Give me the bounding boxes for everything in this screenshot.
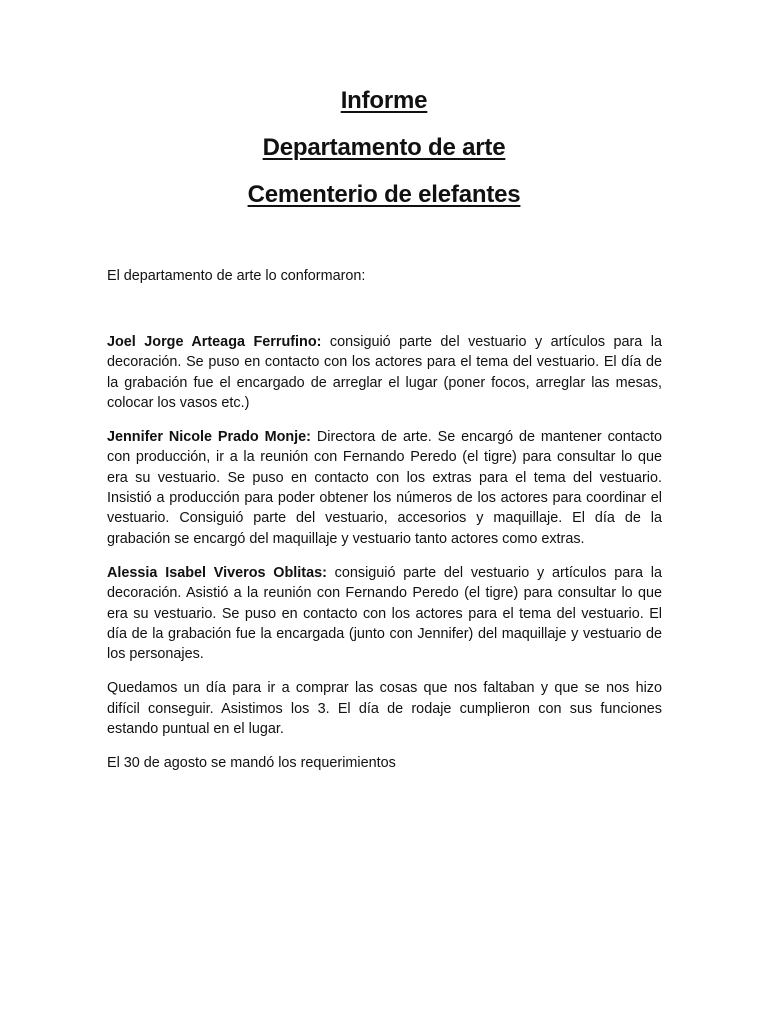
- title-departamento: Departamento de arte: [262, 134, 506, 161]
- closing-paragraph: Quedamos un día para ir a comprar las cosas que nos faltaban y que se nos hizo difícil conseguir. Asistimos los 3. El día de rodaje cumplieron con sus funciones estando puntual en el lugar.: [107, 680, 662, 738]
- member-name: Alessia Isabel Viveros Oblitas:: [107, 564, 327, 581]
- member-paragraph: [107, 563, 662, 664]
- closing-note: El 30 de agosto se mandó los requerimientos: [107, 755, 396, 772]
- member-description: consiguió parte del vestuario y artículos para la decoración. Asistió a la reunión con Fernando Peredo (el tigre) para consultar lo que era su vestuario. Se puso en contacto con los actores para el tema del vestuario. El día de la grabación fue la encargada (junto con Jennifer) del maquillaje y vestuario de los personajes.: [107, 564, 662, 663]
- title-informe: Informe: [340, 87, 428, 114]
- title-cementerio: Cementerio de elefantes: [247, 181, 521, 208]
- member-name: Jennifer Nicole Prado Monje:: [107, 429, 311, 446]
- member-description: Directora de arte. Se encargó de mantener contacto con producción, ir a la reunión con Fernando Peredo (el tigre) para consultar lo que era su vestuario. Se puso en contacto con los extras para el tema del vestuario. Insistió a producción para poder obtener los números de los actores para coordinar el vestuario. Consiguió parte del vestuario, accesorios y maquillaje. El día de la grabación se encargó del maquillaje y vestuario tanto actores como extras.: [107, 429, 662, 547]
- member-paragraph: [107, 427, 662, 549]
- document-body: [107, 332, 662, 788]
- member-paragraph: [107, 332, 662, 413]
- member-name: Joel Jorge Arteaga Ferrufino:: [107, 334, 322, 350]
- member-description: consiguió parte del vestuario y artículos para la decoración. Se puso en contacto con los actores para el tema del vestuario. El día de la grabación fue el encargado de arreglar el lugar (poner focos, arreglar las mesas, colocar los vasos etc.): [107, 334, 662, 411]
- intro-paragraph: El departamento de arte lo conformaron:: [107, 268, 366, 284]
- document-title-block: [0, 86, 768, 227]
